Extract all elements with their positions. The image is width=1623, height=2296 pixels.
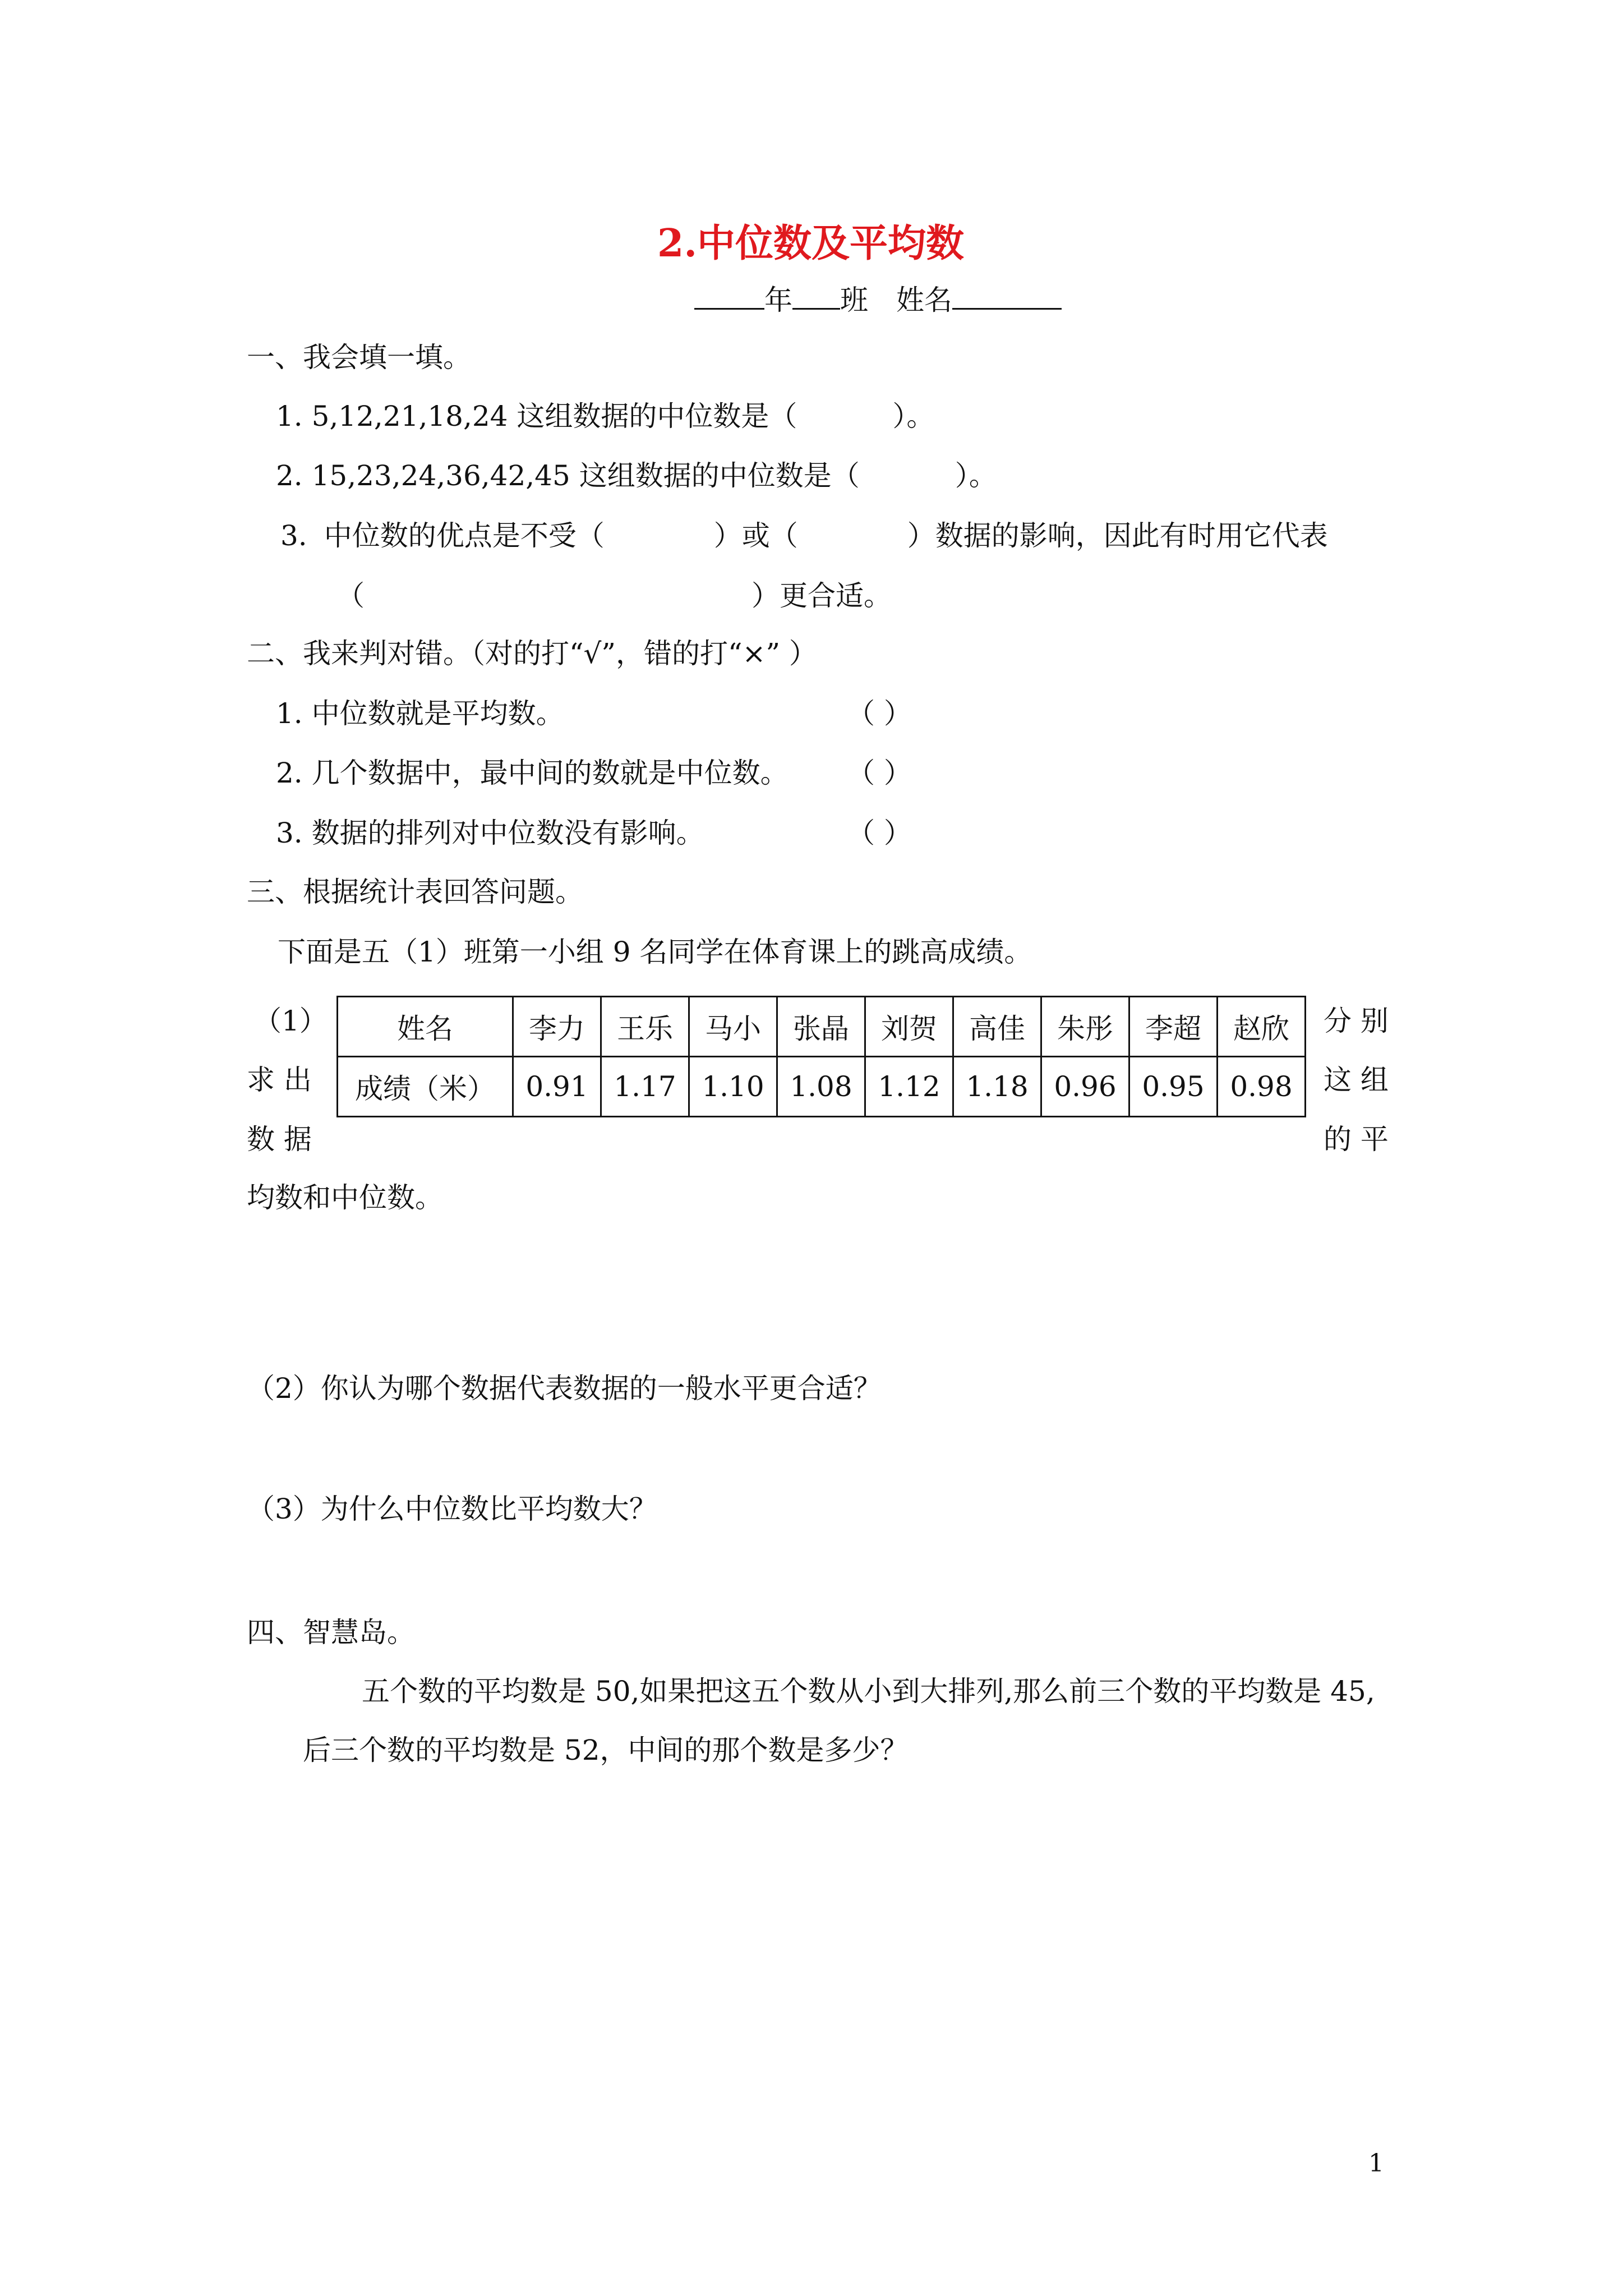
grade-label: 年 (764, 284, 792, 316)
q2-close: ）。 (955, 459, 997, 492)
q3-num: 3. (280, 519, 307, 552)
table-cell: 1.08 (777, 1057, 865, 1117)
section1-q2 (276, 459, 997, 492)
table-cell: 李力 (513, 997, 601, 1057)
table-row (338, 1057, 1306, 1117)
q3-line2-open: （ (336, 579, 365, 612)
grade-blank[interactable] (694, 283, 764, 310)
table-cell: 0.96 (1041, 1057, 1129, 1117)
q3-1-left-2: 求 出 (247, 1064, 312, 1096)
q1-close: ）。 (892, 400, 935, 432)
judge-item-2: 2. 几个数据中，最中间的数就是中位数。 (276, 757, 789, 789)
table-cell: 1.17 (601, 1057, 689, 1117)
section3-q2: （2）你认为哪个数据代表数据的一般水平更合适？ (247, 1372, 882, 1405)
q3-part-b: ）或（ (713, 519, 798, 552)
section4-line1: 五个数的平均数是 50,如果把这五个数从小到大排列,那么前三个数的平均数是 45, (362, 1675, 1375, 1708)
table-cell: 0.91 (513, 1057, 601, 1117)
table-cell: 0.98 (1218, 1057, 1306, 1117)
judge-bracket-2[interactable]: （ ） (847, 757, 912, 789)
table-row (338, 997, 1306, 1057)
table-cell: 张晶 (777, 997, 865, 1057)
table-cell: 李超 (1129, 997, 1218, 1057)
section3-q3: （3）为什么中位数比平均数大？ (247, 1493, 657, 1525)
judge-item-3: 3. 数据的排列对中位数没有影响。 (276, 817, 704, 849)
section4-heading: 四、智慧岛。 (247, 1616, 415, 1649)
q3-line2-close: ）更合适。 (751, 579, 892, 612)
q3-part-a: 中位数的优点是不受（ (324, 519, 605, 552)
class-blank[interactable] (792, 283, 840, 310)
judge-item-1: 1. 中位数就是平均数。 (276, 697, 564, 730)
table-cell: 朱彤 (1041, 997, 1129, 1057)
q3-1-left-1: （1） (253, 1005, 328, 1037)
page-title: 2.中位数及平均数 (657, 221, 964, 266)
jump-scores-table (336, 996, 1306, 1117)
name-blank[interactable] (952, 283, 1062, 310)
name-label: 姓名 (896, 284, 952, 316)
section3-heading: 三、根据统计表回答问题。 (247, 876, 583, 908)
judge-bracket-3[interactable]: （ ） (847, 817, 912, 849)
section4-line2: 后三个数的平均数是 52，中间的那个数是多少？ (303, 1734, 909, 1766)
table-row-score-label: 成绩（米） (338, 1057, 513, 1117)
table-cell: 1.10 (689, 1057, 777, 1117)
table-cell: 1.18 (953, 1057, 1041, 1117)
table-cell: 赵欣 (1218, 997, 1306, 1057)
q3-1-right-2: 这 组 (1324, 1064, 1389, 1096)
section2-heading: 二、我来判对错。（对的打“√”，错的打“×” ） (247, 637, 817, 670)
q3-1-left-3: 数 据 (247, 1123, 312, 1156)
table-cell: 马小 (689, 997, 777, 1057)
section1-q1 (276, 402, 934, 430)
section1-heading: 一、我会填一填。 (247, 341, 471, 374)
page-number: 1 (1368, 2149, 1384, 2178)
section1-q3-line2 (336, 579, 892, 612)
table-cell: 0.95 (1129, 1057, 1218, 1117)
table-header-name-label: 姓名 (338, 997, 513, 1057)
q3-part-c: ）数据的影响，因此有时用它代表 (907, 519, 1328, 552)
q1-text: 1. 5,12,21,18,24 这组数据的中位数是（ (276, 400, 797, 432)
table-cell: 王乐 (601, 997, 689, 1057)
table-cell: 1.12 (865, 1057, 953, 1117)
q3-1-right-3: 的 平 (1324, 1123, 1389, 1156)
judge-bracket-1[interactable]: （ ） (847, 697, 912, 730)
section3-intro: 下面是五（1）班第一小组 9 名同学在体育课上的跳高成绩。 (278, 936, 1032, 968)
q2-text: 2. 15,23,24,36,42,45 这组数据的中位数是（ (276, 459, 860, 492)
q3-1-line4: 均数和中位数。 (247, 1181, 443, 1214)
student-info-line (694, 283, 1062, 314)
q3-1-right-1: 分 别 (1324, 1005, 1389, 1037)
table-cell: 刘贺 (865, 997, 953, 1057)
table-cell: 高佳 (953, 997, 1041, 1057)
section1-q3-line1 (280, 519, 1328, 552)
class-label: 班 (840, 284, 868, 316)
